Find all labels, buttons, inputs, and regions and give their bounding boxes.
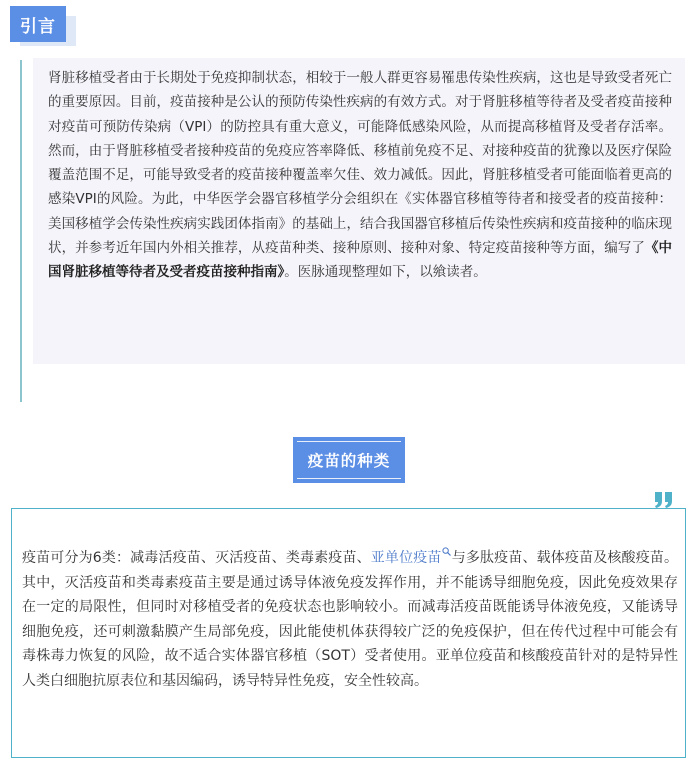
section-heading-frame xyxy=(297,441,401,479)
section-heading-label: 疫苗的种类 xyxy=(307,452,391,470)
intro-paragraph xyxy=(48,66,672,285)
quote-icon xyxy=(654,492,674,508)
vaccine-types-paragraph xyxy=(22,546,678,693)
search-icon[interactable] xyxy=(442,547,451,556)
intro-text-before: 肾脏移植受者由于长期处于免疫抑制状态，相较于一般人群更容易罹患传染性疾病，这也是导致受者死亡的重要原因。目前，疫苗接种是公认的预防传染性疾病的有效方式。对于肾脏移植等待者及受者疫苗接种对疫苗可预防传染病（VPI）的防控具有重大意义，可能降低感染风险，从而提高移植肾及受者存活率。然而，由于肾脏移植受者接种疫苗的免疫应答率降低、移植前免疫不足、对接种疫苗的犹豫以及医疗保险覆盖范围不足，可能导致受者的疫苗接种覆盖率欠佳、效力减低。因此，肾脏移植受者可能面临着更高的感染VPI的风险。为此，中华医学会器官移植学分会组织在《实体器官移植等待者和接受者的疫苗接种：美国移植学会传染性疾病实践团体指南》的基础上，结合我国器官移植后传染性疾病和疫苗接种的临床现状，并参考近年国内外相关推荐，从疫苗种类、接种原则、接种对象、特定疫苗接种等方面，编写了 xyxy=(48,70,672,257)
intro-guideline-title: 《中国肾脏移植等待者及受者疫苗接种指南》 xyxy=(48,240,673,281)
section-heading xyxy=(293,437,405,483)
intro-tag-label: 引言 xyxy=(20,16,56,37)
intro-tag xyxy=(10,6,66,42)
vaccine-text-after: 与多肽疫苗、载体疫苗及核酸疫苗。其中，灭活疫苗和类毒素疫苗主要是通过诱导体液免疫发挥作用，并不能诱导细胞免疫，因此免疫效果存在一定的局限性，但同时对移植受者的免疫状态也影响较小。而减毒活疫苗既能诱导体液免疫，又能诱导细胞免疫，还可刺激黏膜产生局部免疫，因此能使机体获得较广泛的免疫保护，但在传代过程中可能会有毒株毒力恢复的风险，故不适合实体器官移植（SOT）受者使用。亚单位疫苗和核酸疫苗针对的是特异性人类白细胞抗原表位和基因编码，诱导特异性免疫，安全性较高。 xyxy=(22,550,679,689)
vaccine-text-before: 疫苗可分为6类：减毒活疫苗、灭活疫苗、类毒素疫苗、 xyxy=(22,550,371,566)
intro-divider-line xyxy=(20,60,22,402)
subunit-vaccine-link[interactable]: 亚单位疫苗 xyxy=(370,550,442,566)
intro-text-after: 。医脉通现整理如下，以飨读者。 xyxy=(284,264,487,281)
